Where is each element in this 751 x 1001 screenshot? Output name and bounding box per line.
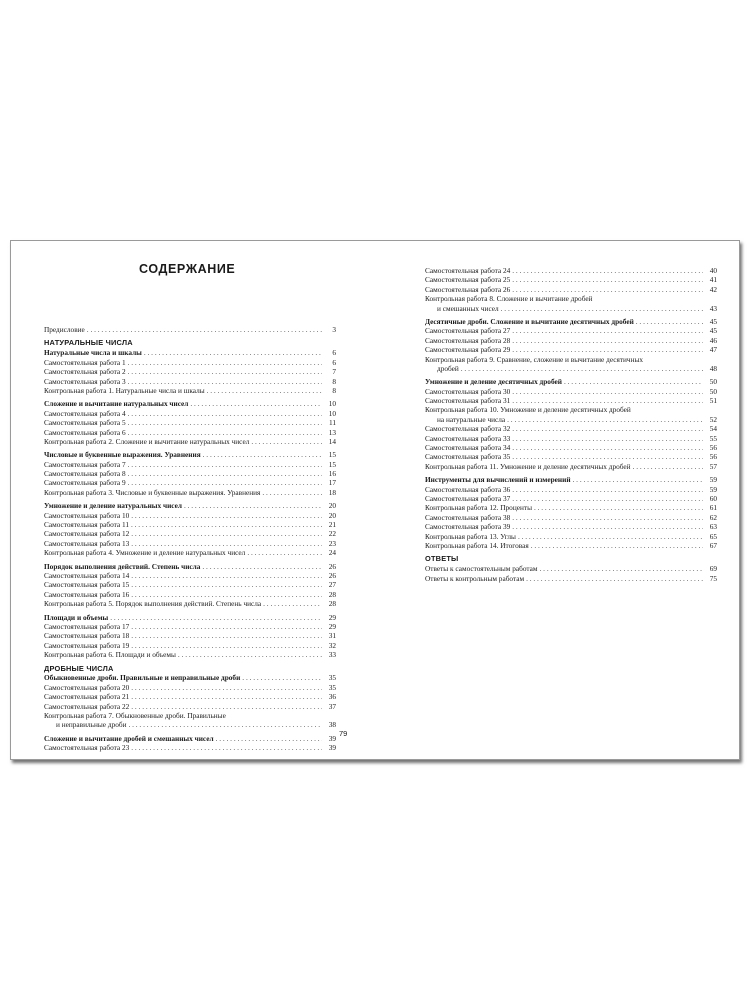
toc-dot-leader — [128, 418, 322, 427]
toc-entry[interactable] — [44, 418, 336, 427]
toc-entry-title: Самостоятельная работа 14 — [44, 570, 130, 580]
toc-entry[interactable] — [44, 641, 336, 650]
toc-entry-page: 38 — [328, 720, 336, 730]
toc-entry-title: Самостоятельная работа 13 — [44, 538, 130, 548]
toc-entry[interactable] — [44, 348, 336, 357]
toc-entry-page: 31 — [328, 631, 336, 641]
toc-entry-page: 41 — [709, 275, 717, 285]
toc-entry-title: Контрольная работа 8. Сложение и вычитание дробей — [425, 294, 593, 304]
toc-entry[interactable] — [44, 460, 336, 469]
toc-entry[interactable] — [44, 377, 336, 386]
toc-entry[interactable] — [44, 743, 336, 752]
toc-dot-leader — [512, 336, 703, 345]
toc-dot-leader — [534, 503, 703, 512]
toc-dot-leader — [131, 580, 322, 589]
toc-entry-title: Самостоятельная работа 29 — [425, 345, 511, 355]
toc-entry-page: 67 — [709, 540, 717, 550]
toc-entry-page: 37 — [328, 701, 336, 711]
toc-entry-page: 55 — [709, 433, 717, 443]
toc-entry[interactable] — [425, 541, 717, 550]
toc-entry-title: Самостоятельная работа 20 — [44, 682, 130, 692]
toc-entry-title: Самостоятельная работа 3 — [44, 376, 126, 386]
toc-entry-title: Самостоятельная работа 19 — [44, 640, 130, 650]
toc-entry[interactable] — [425, 317, 717, 326]
toc-entry[interactable] — [44, 529, 336, 538]
toc-entry-title: Самостоятельная работа 35 — [425, 452, 511, 462]
toc-entry-page: 13 — [328, 427, 336, 437]
toc-entry-title: Контрольная работа 6. Площади и объемы — [44, 650, 176, 660]
toc-entry[interactable] — [425, 513, 717, 522]
toc-right-column — [425, 266, 717, 583]
toc-dot-leader — [131, 743, 322, 752]
toc-entry[interactable] — [425, 485, 717, 494]
toc-entry-title: Порядок выполнения действий. Степень числа — [44, 561, 201, 571]
toc-entry-title: Контрольная работа 10. Умножение и деление десятичных дробей — [425, 405, 631, 415]
toc-entry-page: 61 — [709, 503, 717, 513]
toc-dot-leader — [190, 399, 322, 408]
toc-dot-leader — [512, 452, 703, 461]
toc-entry-page: 15 — [328, 450, 336, 460]
toc-entry-page: 14 — [328, 436, 336, 446]
toc-dot-leader — [512, 485, 703, 494]
toc-entry-title: Самостоятельная работа 32 — [425, 424, 511, 434]
toc-entry[interactable] — [425, 522, 717, 531]
toc-entry[interactable] — [44, 367, 336, 376]
toc-dot-leader — [512, 443, 703, 452]
toc-entry[interactable] — [425, 304, 717, 313]
toc-entry-title: Сложение и вычитание натуральных чисел — [44, 399, 189, 409]
toc-entry-title: Ответы к самостоятельным работам — [425, 564, 538, 574]
toc-entry-page: 10 — [328, 399, 336, 409]
toc-entry-page: 42 — [709, 284, 717, 294]
toc-dot-leader — [128, 377, 322, 386]
toc-entry-title: Самостоятельная работа 22 — [44, 701, 130, 711]
toc-entry-title: на натуральные числа — [437, 414, 506, 424]
toc-entry[interactable] — [44, 683, 336, 692]
toc-entry[interactable] — [425, 345, 717, 354]
toc-entry-page: 15 — [328, 459, 336, 469]
toc-entry[interactable] — [44, 428, 336, 437]
toc-entry-title: Самостоятельная работа 38 — [425, 512, 511, 522]
toc-entry-title: Самостоятельная работа 10 — [44, 510, 130, 520]
toc-dot-leader — [131, 702, 322, 711]
toc-entry[interactable] — [425, 405, 717, 414]
toc-dot-leader — [144, 348, 322, 357]
toc-entry-page: 45 — [709, 316, 717, 326]
toc-entry-title: Умножение и деление десятичных дробей — [425, 377, 562, 387]
toc-section-heading: НАТУРАЛЬНЫЕ ЧИСЛА — [44, 338, 133, 348]
toc-entry[interactable] — [425, 285, 717, 294]
toc-entry[interactable] — [44, 650, 336, 659]
toc-dot-leader — [512, 285, 703, 294]
toc-entry[interactable] — [425, 387, 717, 396]
toc-dot-leader — [633, 462, 703, 471]
toc-dot-leader — [131, 590, 322, 599]
toc-entry-page: 28 — [328, 589, 336, 599]
toc-entry-title: Самостоятельная работа 33 — [425, 433, 511, 443]
toc-entry-title: Инструменты для вычислений и измерений — [425, 475, 571, 485]
toc-dot-leader — [512, 494, 703, 503]
toc-entry[interactable] — [425, 377, 717, 386]
toc-dot-leader — [531, 541, 703, 550]
toc-entry[interactable] — [425, 475, 717, 484]
toc-entry-page: 20 — [328, 510, 336, 520]
toc-left-column — [44, 325, 336, 753]
toc-entry-title: Самостоятельная работа 8 — [44, 469, 126, 479]
toc-entry-page: 8 — [332, 376, 336, 386]
toc-entry-title: Контрольная работа 5. Порядок выполнения действий. Степень числа — [44, 599, 262, 609]
toc-dot-leader — [110, 613, 322, 622]
toc-dot-leader — [203, 450, 322, 459]
toc-entry-page: 54 — [709, 424, 717, 434]
toc-section-heading: ОТВЕТЫ — [425, 554, 459, 564]
toc-entry-title: Самостоятельная работа 39 — [425, 522, 511, 532]
toc-dot-leader — [202, 562, 322, 571]
toc-entry-title: Самостоятельная работа 23 — [44, 743, 130, 753]
toc-entry-title: Контрольная работа 3. Числовые и буквенные выражения. Уравнения — [44, 487, 261, 497]
toc-entry-page: 39 — [328, 733, 336, 743]
toc-entry[interactable] — [44, 548, 336, 557]
toc-dot-leader — [131, 631, 322, 640]
toc-entry-page: 57 — [709, 461, 717, 471]
toc-entry-title: Контрольная работа 1. Натуральные числа и шкалы — [44, 385, 205, 395]
toc-dot-leader — [262, 488, 322, 497]
toc-section-heading: ДРОБНЫЕ ЧИСЛА — [44, 663, 114, 673]
toc-entry-title: Самостоятельная работа 25 — [425, 275, 511, 285]
toc-dot-leader — [512, 326, 703, 335]
toc-entry-title: Самостоятельная работа 28 — [425, 335, 511, 345]
toc-entry-title: Самостоятельная работа 31 — [425, 396, 511, 406]
toc-entry[interactable] — [425, 574, 717, 583]
toc-entry-page: 50 — [709, 377, 717, 387]
toc-entry-title: Предисловие — [44, 324, 85, 334]
toc-entry-title: Самостоятельная работа 27 — [425, 326, 511, 336]
toc-entry-page: 8 — [332, 385, 336, 395]
toc-dot-leader — [178, 650, 322, 659]
toc-dot-leader — [518, 532, 703, 541]
toc-entry[interactable] — [425, 326, 717, 335]
toc-entry-title: Площади и объемы — [44, 612, 109, 622]
page-title: СОДЕРЖАНИЕ — [139, 262, 236, 276]
toc-entry[interactable] — [425, 336, 717, 345]
toc-entry-page: 50 — [709, 386, 717, 396]
toc-dot-leader — [501, 304, 703, 313]
toc-entry-title: Умножение и деление натуральных чисел — [44, 501, 182, 511]
toc-entry[interactable] — [425, 452, 717, 461]
toc-entry[interactable] — [44, 674, 336, 683]
toc-entry-page: 28 — [328, 599, 336, 609]
toc-entry-title: Контрольная работа 14. Итоговая — [425, 540, 529, 550]
toc-entry-page: 21 — [328, 520, 336, 530]
toc-entry-title: Самостоятельная работа 36 — [425, 484, 511, 494]
toc-entry-title: Контрольная работа 4. Умножение и деление натуральных чисел — [44, 548, 246, 558]
toc-entry-page: 39 — [328, 743, 336, 753]
toc-entry-title: Самостоятельная работа 12 — [44, 529, 130, 539]
toc-entry-page: 75 — [709, 573, 717, 583]
toc-dot-leader — [131, 571, 322, 580]
toc-entry-title: Натуральные числа и шкалы — [44, 348, 142, 358]
toc-entry-title: Самостоятельная работа 30 — [425, 386, 511, 396]
toc-entry[interactable] — [425, 364, 717, 373]
toc-entry[interactable] — [425, 462, 717, 471]
toc-entry-page: 35 — [328, 673, 336, 683]
toc-entry-title: Сложение и вычитание дробей и смешанных чисел — [44, 733, 214, 743]
toc-dot-leader — [507, 415, 703, 424]
toc-entry[interactable] — [425, 275, 717, 284]
toc-entry-page: 16 — [328, 469, 336, 479]
toc-entry[interactable] — [425, 355, 717, 364]
toc-entry[interactable] — [425, 503, 717, 512]
toc-entry-title: Самостоятельная работа 16 — [44, 589, 130, 599]
toc-entry-title: Числовые и буквенные выражения. Уравнения — [44, 450, 201, 460]
toc-entry-title: Самостоятельная работа 24 — [425, 265, 511, 275]
toc-entry-page: 26 — [328, 561, 336, 571]
toc-entry-title: Самостоятельная работа 15 — [44, 580, 130, 590]
toc-entry[interactable] — [44, 571, 336, 580]
toc-entry-title: Десятичные дроби. Сложение и вычитание десятичных дробей — [425, 316, 634, 326]
toc-dot-leader — [184, 501, 322, 510]
toc-dot-leader — [128, 428, 322, 437]
toc-dot-leader — [512, 275, 703, 284]
toc-entry-page: 11 — [328, 418, 336, 428]
toc-dot-leader — [131, 529, 322, 538]
toc-dot-leader — [131, 520, 322, 529]
toc-entry-page: 47 — [709, 345, 717, 355]
toc-entry-page: 23 — [328, 538, 336, 548]
toc-entry-title: Самостоятельная работа 7 — [44, 459, 126, 469]
toc-dot-leader — [87, 325, 322, 334]
toc-entry-page: 18 — [328, 487, 336, 497]
toc-entry[interactable] — [425, 415, 717, 424]
toc-entry[interactable] — [425, 564, 717, 573]
toc-entry-page: 29 — [328, 621, 336, 631]
toc-entry-title: Контрольная работа 9. Сравнение, сложение и вычитание десятичных — [425, 354, 644, 364]
toc-entry-page: 52 — [709, 414, 717, 424]
toc-dot-leader — [564, 377, 703, 386]
toc-entry[interactable] — [44, 325, 336, 334]
toc-entry-page: 45 — [709, 326, 717, 336]
toc-entry-page: 46 — [709, 335, 717, 345]
toc-entry-page: 59 — [709, 475, 717, 485]
toc-dot-leader — [131, 683, 322, 692]
toc-entry[interactable] — [44, 631, 336, 640]
toc-dot-leader — [636, 317, 703, 326]
toc-dot-leader — [512, 396, 703, 405]
toc-entry[interactable] — [44, 409, 336, 418]
toc-entry-title: Самостоятельная работа 4 — [44, 408, 126, 418]
toc-entry-title: Самостоятельная работа 11 — [44, 520, 129, 530]
toc-entry-page: 56 — [709, 443, 717, 453]
toc-dot-leader — [512, 266, 703, 275]
toc-entry[interactable] — [44, 511, 336, 520]
toc-entry[interactable] — [44, 469, 336, 478]
toc-entry[interactable] — [44, 613, 336, 622]
toc-dot-leader — [128, 409, 322, 418]
toc-entry-page: 29 — [328, 612, 336, 622]
toc-entry[interactable] — [44, 580, 336, 589]
toc-entry-page: 6 — [332, 357, 336, 367]
toc-entry[interactable] — [44, 622, 336, 631]
toc-entry[interactable] — [44, 720, 336, 729]
toc-entry[interactable] — [425, 396, 717, 405]
toc-entry[interactable] — [44, 399, 336, 408]
toc-entry-page: 48 — [709, 363, 717, 373]
toc-entry-title: Обыкновенные дроби. Правильные и неправильные дроби — [44, 673, 241, 683]
toc-dot-leader — [128, 478, 322, 487]
toc-dot-leader — [207, 386, 322, 395]
toc-entry[interactable] — [44, 488, 336, 497]
toc-entry-title: Ответы к контрольным работам — [425, 573, 525, 583]
toc-entry-page: 24 — [328, 548, 336, 558]
toc-entry-title: Контрольная работа 2. Сложение и вычитание натуральных чисел — [44, 436, 250, 446]
toc-dot-leader — [512, 424, 703, 433]
toc-entry-title: и неправильные дроби — [56, 720, 127, 730]
toc-entry-page: 32 — [328, 640, 336, 650]
toc-entry[interactable] — [44, 702, 336, 711]
toc-entry[interactable] — [44, 478, 336, 487]
toc-entry-page: 43 — [709, 303, 717, 313]
toc-entry-page: 33 — [328, 650, 336, 660]
toc-entry-page: 65 — [709, 531, 717, 541]
toc-entry-title: Самостоятельная работа 17 — [44, 621, 130, 631]
toc-entry-title: дробей — [437, 363, 459, 373]
toc-dot-leader — [263, 599, 322, 608]
toc-dot-leader — [131, 511, 322, 520]
toc-entry[interactable] — [44, 734, 336, 743]
toc-dot-leader — [131, 641, 322, 650]
toc-entry-title: Контрольная работа 12. Проценты — [425, 503, 532, 513]
toc-entry[interactable] — [44, 437, 336, 446]
toc-entry[interactable] — [44, 711, 336, 720]
toc-entry-page: 36 — [328, 692, 336, 702]
toc-dot-leader — [512, 434, 703, 443]
toc-dot-leader — [128, 358, 322, 367]
toc-entry[interactable] — [425, 266, 717, 275]
toc-entry-page: 20 — [328, 501, 336, 511]
toc-entry-title: Самостоятельная работа 1 — [44, 357, 126, 367]
toc-entry-title: Контрольная работа 11. Умножение и деление десятичных дробей — [425, 461, 631, 471]
toc-dot-leader — [131, 622, 322, 631]
toc-entry-page: 69 — [709, 564, 717, 574]
toc-entry-page: 56 — [709, 452, 717, 462]
toc-entry-title: Самостоятельная работа 21 — [44, 692, 130, 702]
toc-dot-leader — [526, 574, 703, 583]
toc-entry-title: Самостоятельная работа 34 — [425, 443, 511, 453]
toc-dot-leader — [128, 720, 322, 729]
toc-entry[interactable] — [425, 494, 717, 503]
toc-entry[interactable] — [44, 386, 336, 395]
toc-entry-title: Контрольная работа 13. Углы — [425, 531, 516, 541]
toc-entry[interactable] — [425, 443, 717, 452]
toc-entry-page: 7 — [332, 367, 336, 377]
toc-entry-page: 27 — [328, 580, 336, 590]
toc-dot-leader — [251, 437, 322, 446]
toc-dot-leader — [131, 692, 322, 701]
toc-entry-title: Самостоятельная работа 18 — [44, 631, 130, 641]
toc-dot-leader — [128, 460, 322, 469]
toc-entry[interactable] — [425, 532, 717, 541]
toc-entry-title: Самостоятельная работа 37 — [425, 493, 511, 503]
toc-entry-page: 26 — [328, 570, 336, 580]
toc-entry-title: Самостоятельная работа 6 — [44, 427, 126, 437]
toc-entry-page: 60 — [709, 493, 717, 503]
toc-entry-title: Самостоятельная работа 5 — [44, 418, 126, 428]
toc-entry[interactable] — [44, 520, 336, 529]
toc-dot-leader — [242, 673, 322, 682]
toc-entry-page: 6 — [332, 348, 336, 358]
toc-dot-leader — [512, 345, 703, 354]
toc-entry-page: 51 — [709, 396, 717, 406]
toc-entry[interactable] — [44, 539, 336, 548]
toc-entry[interactable] — [425, 294, 717, 303]
toc-entry-page: 62 — [709, 512, 717, 522]
toc-dot-leader — [247, 548, 322, 557]
toc-dot-leader — [131, 539, 322, 548]
toc-entry[interactable] — [44, 562, 336, 571]
toc-entry[interactable] — [425, 424, 717, 433]
toc-entry-page: 17 — [328, 478, 336, 488]
page-number: 79 — [339, 729, 348, 738]
toc-entry-page: 40 — [709, 265, 717, 275]
toc-entry-title: Самостоятельная работа 9 — [44, 478, 126, 488]
toc-entry-page: 63 — [709, 522, 717, 532]
toc-dot-leader — [461, 364, 703, 373]
toc-dot-leader — [216, 734, 322, 743]
toc-dot-leader — [128, 367, 322, 376]
toc-entry[interactable] — [44, 692, 336, 701]
toc-entry-page: 3 — [332, 324, 336, 334]
toc-entry[interactable] — [44, 590, 336, 599]
toc-entry-page: 59 — [709, 484, 717, 494]
toc-entry-title: Самостоятельная работа 26 — [425, 284, 511, 294]
toc-dot-leader — [540, 564, 703, 573]
toc-entry[interactable] — [44, 358, 336, 367]
toc-dot-leader — [512, 513, 703, 522]
toc-dot-leader — [573, 475, 703, 484]
toc-entry-page: 22 — [328, 529, 336, 539]
toc-entry-page: 35 — [328, 682, 336, 692]
toc-entry[interactable] — [44, 450, 336, 459]
toc-entry-title: Самостоятельная работа 2 — [44, 367, 126, 377]
toc-entry-title: и смешанных чисел — [437, 303, 499, 313]
toc-entry[interactable] — [425, 434, 717, 443]
toc-entry[interactable] — [44, 599, 336, 608]
toc-entry-title: Контрольная работа 7. Обыкновенные дроби. Правильные — [44, 711, 226, 721]
toc-dot-leader — [128, 469, 322, 478]
toc-dot-leader — [512, 522, 703, 531]
toc-entry[interactable] — [44, 501, 336, 510]
toc-dot-leader — [512, 387, 703, 396]
toc-entry-page: 10 — [328, 408, 336, 418]
